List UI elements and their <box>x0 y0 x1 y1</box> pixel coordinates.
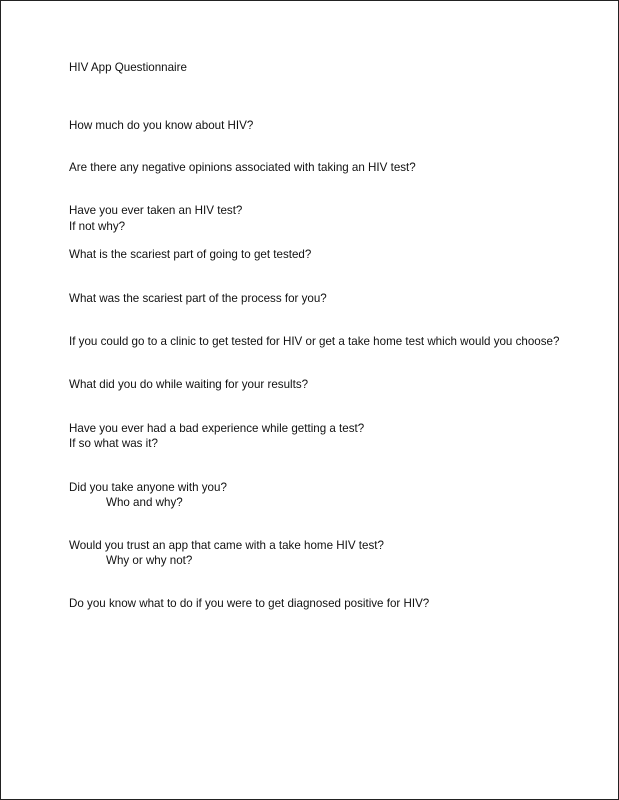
question-9-followup: Who and why? <box>106 496 183 509</box>
question-10: Would you trust an app that came with a take home HIV test? <box>69 539 384 552</box>
question-5: What was the scariest part of the process for you? <box>69 292 327 305</box>
question-3: Have you ever taken an HIV test? <box>69 204 243 217</box>
question-6: If you could go to a clinic to get tested for HIV or get a take home test which would you choose? <box>69 335 560 348</box>
question-2: Are there any negative opinions associated with taking an HIV test? <box>69 161 416 174</box>
question-11: Do you know what to do if you were to get diagnosed positive for HIV? <box>69 597 430 610</box>
question-1: How much do you know about HIV? <box>69 119 254 132</box>
question-9: Did you take anyone with you? <box>69 481 227 494</box>
question-8: Have you ever had a bad experience while getting a test? <box>69 422 365 435</box>
question-3-followup: If not why? <box>69 220 126 233</box>
question-10-followup: Why or why not? <box>106 554 193 567</box>
question-4: What is the scariest part of going to get tested? <box>69 248 312 261</box>
page-title: HIV App Questionnaire <box>69 61 187 74</box>
question-7: What did you do while waiting for your results? <box>69 378 309 391</box>
question-8-followup: If so what was it? <box>69 437 158 450</box>
